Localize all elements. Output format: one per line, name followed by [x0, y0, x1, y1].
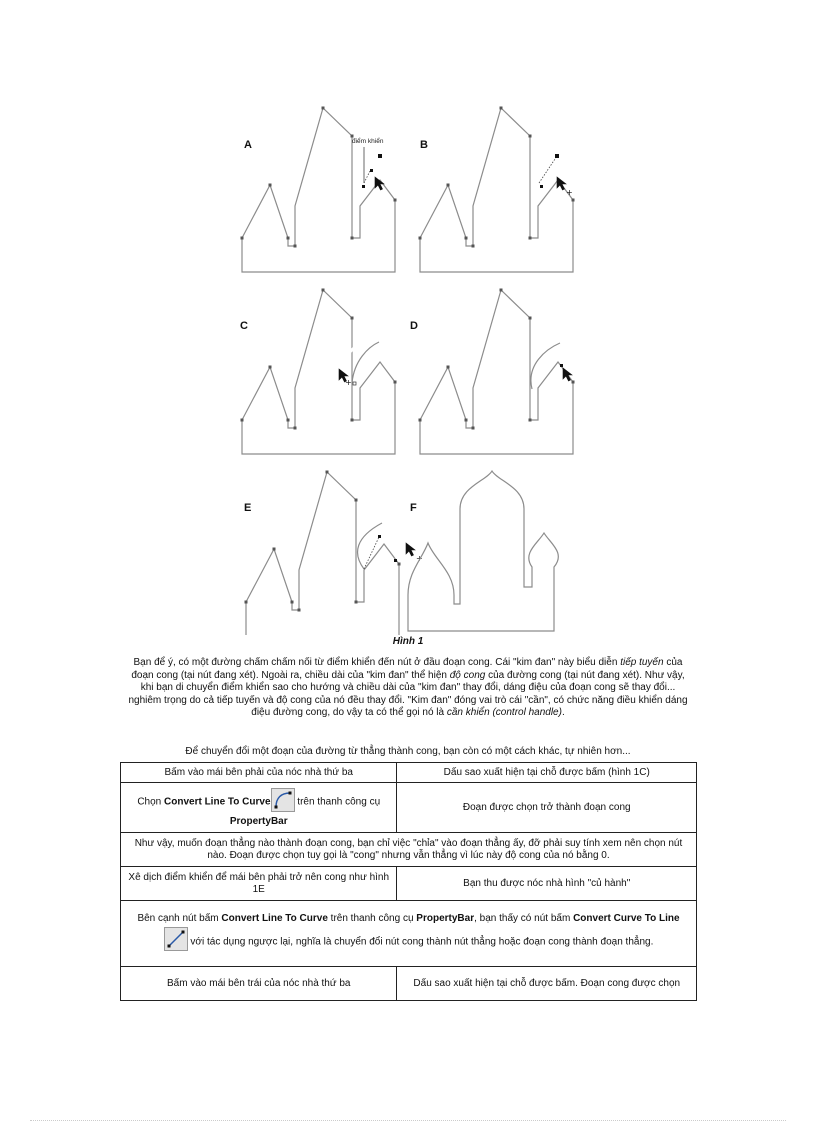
table-row	[121, 833, 697, 867]
body-paragraph	[126, 657, 690, 720]
table-cell: Như vậy, muốn đoạn thẳng nào thành đoạn cong, bạn chỉ việc "chỉa" vào đoạn thẳng ấy, đỡ phải suy tính xem nên chọn nút nào. Đoạn được chọn tuy gọi là "cong" nhưng vẫn thẳng vì lúc này độ cong của nó bằng 0.	[121, 833, 697, 867]
convert-curve-to-line-icon	[164, 927, 188, 957]
table-row	[121, 783, 697, 833]
table-row	[121, 867, 697, 901]
table-row	[121, 901, 697, 967]
table-cell: Xê dịch điểm khiển để mái bên phải trở nên cong như hình 1E	[121, 867, 397, 901]
page-bottom-divider	[30, 1120, 786, 1121]
convert-line-to-curve-label: Convert Line To Curve	[221, 912, 328, 924]
para-term-tiep-tuyen: tiếp tuyến	[620, 657, 664, 668]
table-cell: Đoạn được chọn trở thành đoạn cong	[397, 783, 697, 833]
para-text-1: Bạn để ý, có một đường chấm chấm nối từ điểm khiển đến nút ở đầu đoạn cong. Cái "kim đan" này biểu diễn	[133, 657, 621, 668]
table-cell: Bấm vào mái bên phải của nóc nhà thứ ba	[121, 763, 397, 783]
intro-line: Để chuyển đổi một đoạn của đường từ thẳng thành cong, bạn còn có một cách khác, tự nhiên hơn...	[185, 746, 631, 757]
figure-caption: Hình 1	[392, 636, 424, 647]
para-text-2: của đoạn cong (tại nút đang xét). Ngoài ra, chiều dài của "kim đan" thể hiện	[131, 657, 683, 681]
cell-text: , bạn thấy có nút bấm	[474, 912, 574, 924]
panel-f	[408, 471, 558, 631]
table-cell: Dấu sao xuất hiện tại chỗ được bấm. Đoạn cong được chọn	[397, 967, 697, 1001]
cell-text: Bên cạnh nút bấm	[137, 912, 222, 924]
panel-label-b: B	[420, 139, 428, 151]
panel-label-a: A	[244, 139, 252, 151]
table-cell	[121, 783, 397, 833]
svg-text:+: +	[345, 378, 352, 387]
propertybar-label: PropertyBar	[229, 815, 288, 827]
cell-text: trên thanh công cụ	[327, 912, 417, 924]
panel-a	[241, 107, 397, 273]
para-term-do-cong: độ cong	[449, 669, 486, 681]
convert-line-to-curve-label: Convert Line To Curve	[164, 796, 271, 808]
para-term-can-khien: cần khiển	[446, 707, 490, 719]
cell-text: Chọn	[137, 796, 165, 808]
cell-text: trên thanh công cụ	[294, 796, 381, 808]
panel-d	[410, 289, 575, 455]
table-row	[121, 967, 697, 1001]
panel-label-f: F	[410, 502, 417, 514]
para-term-control-handle: (control handle)	[492, 707, 562, 719]
table-row	[121, 763, 697, 783]
figure-illustration	[236, 103, 576, 635]
panel-label-e: E	[244, 502, 252, 514]
propertybar-label: PropertyBar	[416, 912, 475, 924]
table-cell: Bạn thu được nóc nhà hình "củ hành"	[397, 867, 697, 901]
convert-line-to-curve-icon	[271, 788, 295, 816]
annotation-label: điểm khiển	[352, 138, 384, 145]
para-text-3: của đường cong (tại nút đang xét). Như vậy, khi bạn di chuyển điểm khiển sao cho hướng và chiều dài của "kim đan" thay đổi, dáng điệu của đoạn cong sẽ thay đổi... nghiêm trọng do cả tiếp tuyến và độ cong của nó đều thay đổi. "Kim đan" đóng vai trò cái "cần", có chức năng điều khiển dáng điệu đường cong, do vậy ta có thể gọi nó là	[128, 669, 688, 719]
para-text-4: .	[561, 707, 565, 719]
svg-text:+: +	[416, 554, 423, 563]
figure-hinh-1	[236, 103, 576, 635]
panel-e	[244, 471, 423, 636]
steps-table	[120, 762, 697, 1001]
convert-curve-to-line-label: Convert Curve To Line	[573, 912, 680, 924]
table-cell: Bấm vào mái bên trái của nóc nhà thứ ba	[121, 967, 397, 1001]
panel-c	[240, 289, 397, 455]
svg-text:+: +	[566, 188, 573, 197]
cell-text: với tác dụng ngược lại, nghĩa là chuyển đổi nút cong thành nút thẳng hoặc đoạn cong thành đoạn thẳng.	[187, 936, 654, 948]
table-cell: Dấu sao xuất hiện tại chỗ được bấm (hình 1C)	[397, 763, 697, 783]
panel-b	[419, 107, 575, 273]
panel-label-c: C	[240, 320, 248, 332]
table-cell	[121, 901, 697, 967]
panel-label-d: D	[410, 320, 418, 332]
